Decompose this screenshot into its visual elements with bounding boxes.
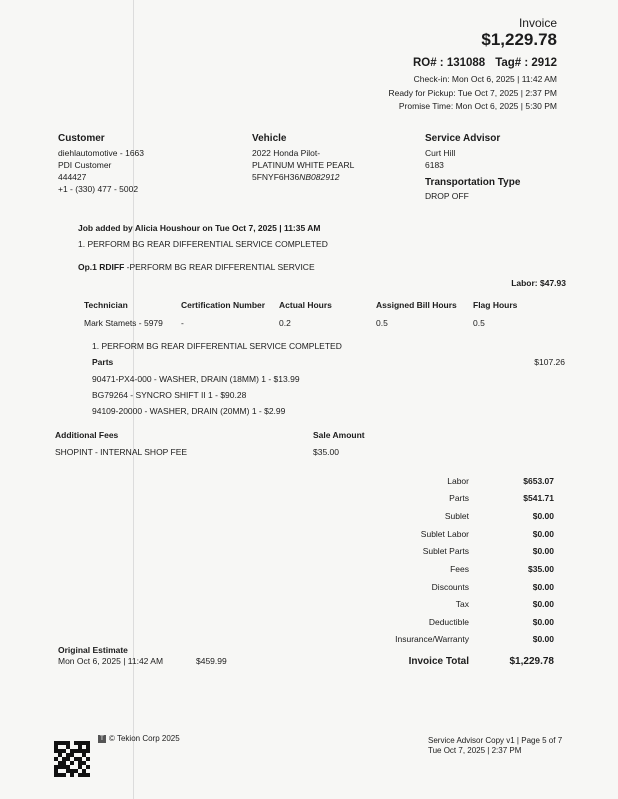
fees-title: Additional Fees: [55, 430, 119, 440]
fee-name: SHOPINT - INTERNAL SHOP FEE: [55, 447, 188, 457]
ro-tag-line: [413, 57, 557, 69]
summary-label: Labor: [447, 476, 469, 486]
tekion-logo-icon: T: [98, 735, 106, 743]
vin-suffix: NB082912: [299, 172, 340, 182]
summary-value: $0.00: [532, 634, 554, 644]
cell-actual-hours: 0.2: [279, 318, 291, 328]
col-technician: Technician: [84, 300, 128, 310]
invoice-total-value: $1,229.78: [509, 656, 554, 667]
customer-name: diehlautomotive - 1663: [58, 148, 145, 158]
invoice-total-header: $1,229.78: [481, 30, 557, 49]
summary-value: $0.00: [532, 529, 554, 539]
document-type: Invoice: [518, 16, 557, 30]
summary-value: $0.00: [532, 582, 554, 592]
advisor-title: Service Advisor: [425, 133, 501, 144]
op-description: -PERFORM BG REAR DIFFERENTIAL SERVICE: [124, 262, 315, 272]
op-line: [78, 262, 315, 272]
footer-date: Tue Oct 7, 2025 | 2:37 PM: [428, 746, 522, 755]
ready-time: Ready for Pickup: Tue Oct 7, 2025 | 2:37 PM: [388, 88, 557, 98]
copyright-line: [98, 734, 180, 743]
customer-title: Customer: [58, 133, 105, 144]
part-item: 94109-20000 - WASHER, DRAIN (20MM) 1 - $2.99: [92, 406, 286, 416]
cell-technician: Mark Stamets - 5979: [84, 318, 163, 328]
col-actual-hours: Actual Hours: [279, 300, 332, 310]
summary-label: Discounts: [431, 582, 469, 592]
part-item: BG79264 - SYNCRO SHIFT II 1 - $90.28: [92, 390, 247, 400]
summary-label: Sublet Parts: [422, 546, 469, 556]
cell-assigned-hours: 0.5: [376, 318, 388, 328]
summary-label: Fees: [450, 564, 469, 574]
advisor-name: Curt Hill: [425, 148, 456, 158]
summary-value: $541.71: [523, 493, 554, 503]
vehicle-model: 2022 Honda Pilot-: [252, 148, 321, 158]
customer-type: PDI Customer: [58, 160, 112, 170]
customer-section: [58, 133, 144, 195]
summary-value: $653.07: [523, 476, 554, 486]
col-assigned-hours: Assigned Bill Hours: [376, 300, 457, 310]
transport-title: Transportation Type: [425, 177, 521, 188]
summary-label: Parts: [449, 493, 469, 503]
vehicle-color: PLATINUM WHITE PEARL: [252, 160, 355, 170]
customer-phone: +1 - (330) 477 - 5002: [58, 184, 139, 194]
job-completed: 1. PERFORM BG REAR DIFFERENTIAL SERVICE COMPLETED: [92, 341, 342, 351]
summary-label: Sublet Labor: [420, 529, 469, 539]
estimate-amount: $459.99: [196, 656, 227, 666]
part-item: 90471-PX4-000 - WASHER, DRAIN (18MM) 1 - $13.99: [92, 374, 300, 384]
copy-info: Service Advisor Copy v1 | Page 5 of 7: [428, 736, 563, 745]
vehicle-section: [252, 133, 354, 183]
vehicle-vin: [252, 171, 354, 183]
vehicle-title: Vehicle: [252, 133, 287, 144]
advisor-section: [425, 133, 520, 202]
summary-value: $0.00: [532, 546, 554, 556]
col-flag-hours: Flag Hours: [473, 300, 518, 310]
col-certification: Certification Number: [181, 300, 266, 310]
summary-value: $0.00: [532, 511, 554, 521]
check-in-time: Check-in: Mon Oct 6, 2025 | 11:42 AM: [413, 74, 557, 84]
fee-amount: $35.00: [313, 447, 339, 457]
fees-amount-title: Sale Amount: [313, 430, 365, 440]
tag-number: Tag# : 2912: [495, 57, 557, 69]
promise-time: Promise Time: Mon Oct 6, 2025 | 5:30 PM: [398, 101, 557, 111]
estimate-date: Mon Oct 6, 2025 | 11:42 AM: [58, 656, 164, 666]
parts-total: $107.26: [534, 357, 565, 367]
cell-flag-hours: 0.5: [473, 318, 485, 328]
estimate-title: Original Estimate: [58, 645, 128, 655]
summary-label: Sublet: [444, 511, 469, 521]
qr-code-icon: [54, 741, 90, 777]
summary-label: Tax: [455, 599, 469, 609]
ro-number: RO# : 131088: [412, 57, 486, 69]
customer-id: 444427: [58, 172, 87, 182]
summary-label: Insurance/Warranty: [395, 634, 469, 644]
summary-value: $0.00: [532, 617, 554, 627]
job-added-by: Job added by Alicia Houshour on Tue Oct 7, 2025 | 11:35 AM: [78, 223, 321, 233]
copyright-text: © Tekion Corp 2025: [109, 734, 180, 743]
summary-value: $0.00: [532, 599, 554, 609]
labor-amount: Labor: $47.93: [511, 278, 566, 288]
job-description: 1. PERFORM BG REAR DIFFERENTIAL SERVICE COMPLETED: [78, 239, 328, 249]
vin-prefix: 5FNYF6H36: [252, 172, 300, 182]
summary-value: $35.00: [528, 564, 554, 574]
invoice-total-label: Invoice Total: [408, 656, 469, 667]
parts-title: Parts: [92, 357, 114, 367]
cell-certification: -: [181, 318, 184, 328]
summary-label: Deductible: [428, 617, 469, 627]
op-code: Op.1 RDIFF: [78, 262, 125, 272]
transport-value: DROP OFF: [425, 191, 469, 201]
advisor-id: 6183: [425, 160, 444, 170]
